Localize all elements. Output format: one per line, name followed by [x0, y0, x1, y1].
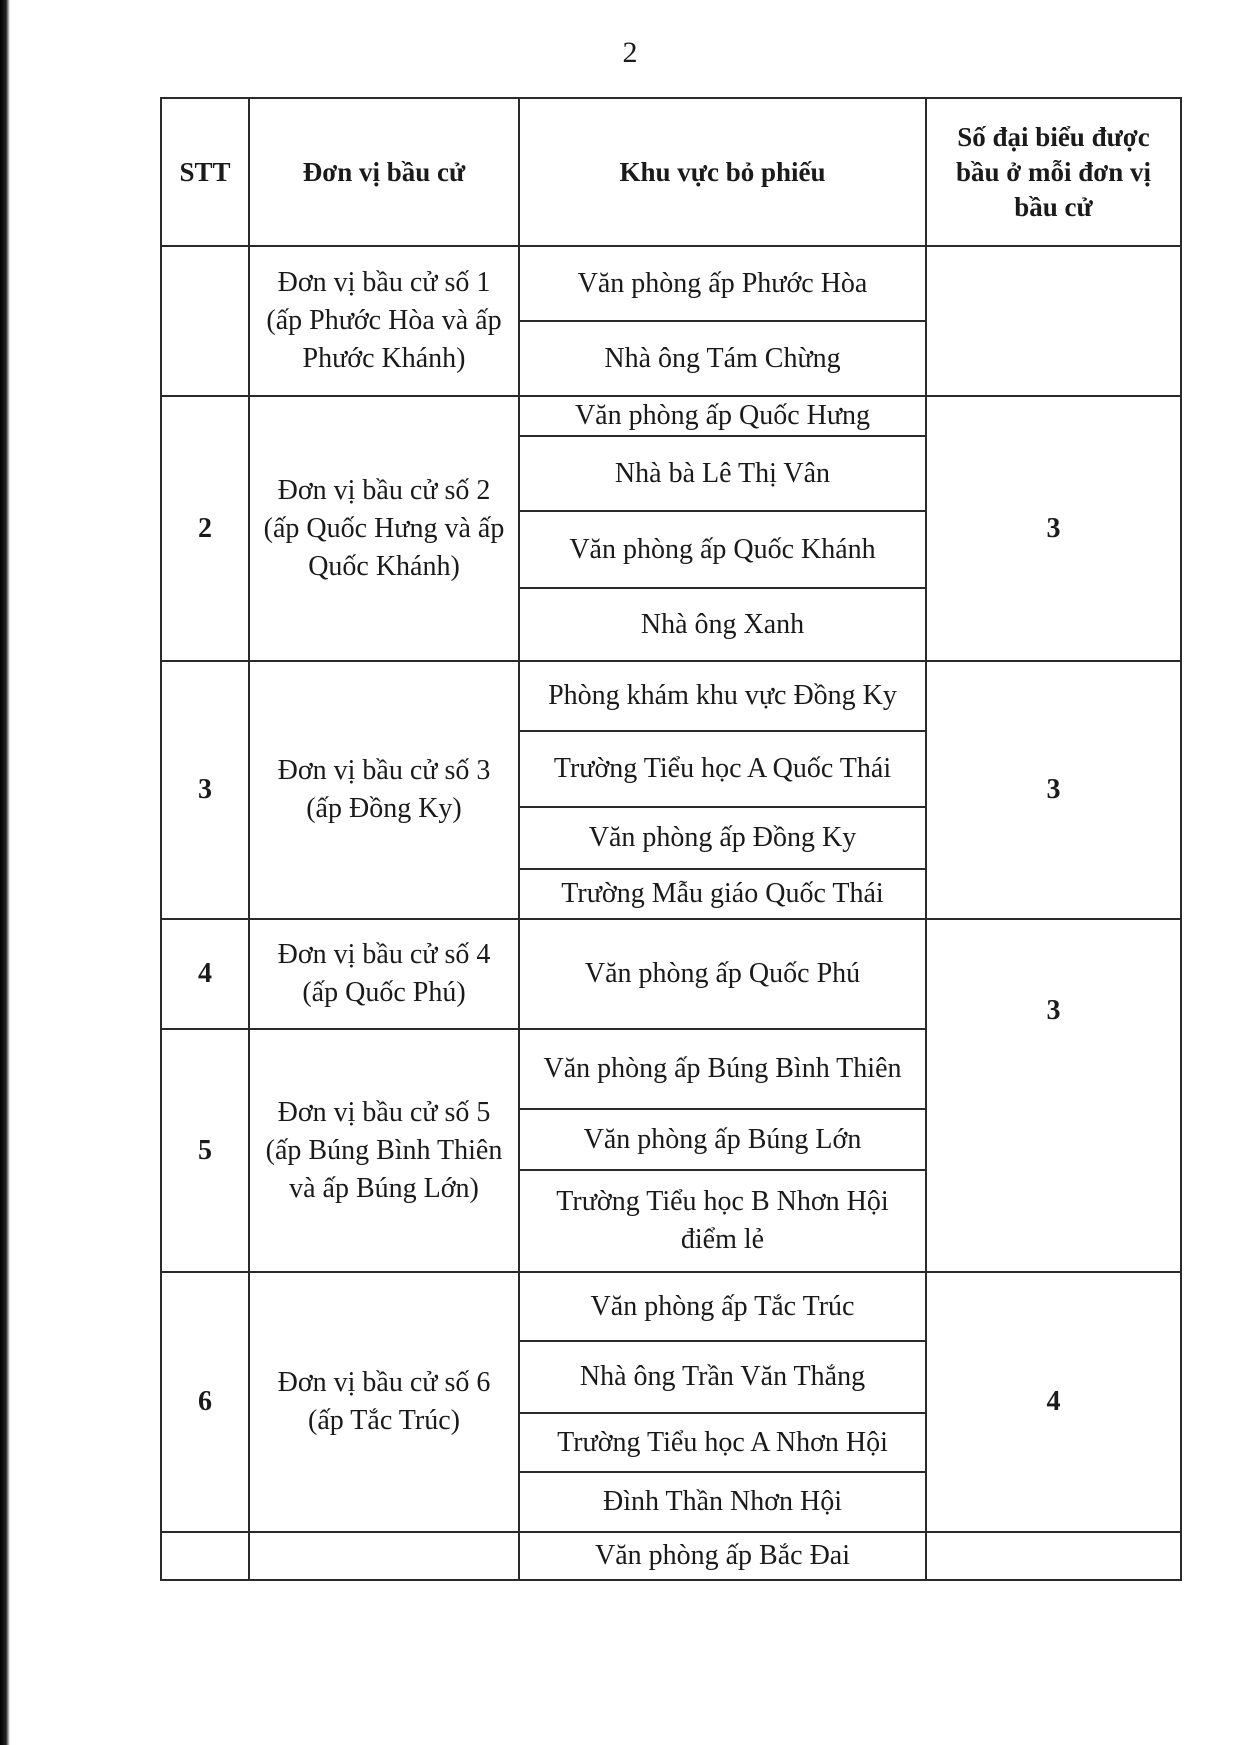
- header-seats: Số đại biểu được bầu ở mỗi đơn vị bầu cử: [926, 98, 1181, 246]
- stt-cell: 2: [161, 396, 249, 661]
- header-stt: STT: [161, 98, 249, 246]
- area-cell: Văn phòng ấp Bắc Đai: [519, 1532, 926, 1580]
- area-cell: Nhà ông Tám Chừng: [519, 321, 926, 396]
- scan-shadow-edge: [0, 0, 10, 1745]
- area-cell: Văn phòng ấp Quốc Phú: [519, 919, 926, 1029]
- stt-cell: 6: [161, 1272, 249, 1532]
- table-row: [161, 1272, 1181, 1341]
- table-row: [161, 246, 1181, 321]
- unit-cell: Đơn vị bầu cử số 5 (ấp Búng Bình Thiên và ấp Búng Lớn): [249, 1029, 519, 1272]
- stt-cell: 3: [161, 661, 249, 919]
- seats-cell: 4: [926, 1272, 1181, 1532]
- area-cell: Nhà ông Trần Văn Thắng: [519, 1341, 926, 1413]
- stt-cell: 5: [161, 1029, 249, 1272]
- area-cell: Đình Thần Nhơn Hội: [519, 1472, 926, 1532]
- seats-cell: 3: [926, 396, 1181, 661]
- unit-cell: Đơn vị bầu cử số 6 (ấp Tắc Trúc): [249, 1272, 519, 1532]
- seats-cell: 3: [926, 919, 1181, 1272]
- unit-cell: Đơn vị bầu cử số 4 (ấp Quốc Phú): [249, 919, 519, 1029]
- stt-cell: 4: [161, 919, 249, 1029]
- area-cell: Văn phòng ấp Búng Bình Thiên: [519, 1029, 926, 1109]
- header-area: Khu vực bỏ phiếu: [519, 98, 926, 246]
- unit-cell: Đơn vị bầu cử số 3 (ấp Đồng Ky): [249, 661, 519, 919]
- area-cell: Nhà ông Xanh: [519, 588, 926, 661]
- polling-area-table: [160, 97, 1182, 1581]
- table-header-row: [161, 98, 1181, 246]
- unit-cell: Đơn vị bầu cử số 1 (ấp Phước Hòa và ấp Phước Khánh): [249, 246, 519, 396]
- area-cell: Văn phòng ấp Quốc Khánh: [519, 511, 926, 588]
- area-cell: Trường Tiểu học A Quốc Thái: [519, 731, 926, 807]
- area-cell: Trường Tiểu học B Nhơn Hội điểm lẻ: [519, 1170, 926, 1272]
- seats-cell: 3: [926, 661, 1181, 919]
- table-row: [161, 919, 1181, 1029]
- area-cell: Văn phòng ấp Đồng Ky: [519, 807, 926, 869]
- seats-cell: [926, 1532, 1181, 1580]
- area-cell: Văn phòng ấp Búng Lớn: [519, 1109, 926, 1170]
- header-unit: Đơn vị bầu cử: [249, 98, 519, 246]
- area-cell: Trường Mẫu giáo Quốc Thái: [519, 869, 926, 919]
- area-cell: Trường Tiểu học A Nhơn Hội: [519, 1413, 926, 1472]
- unit-cell: [249, 1532, 519, 1580]
- area-cell: Văn phòng ấp Quốc Hưng: [519, 396, 926, 436]
- table-row: [161, 396, 1181, 436]
- area-cell: Văn phòng ấp Tắc Trúc: [519, 1272, 926, 1341]
- area-cell: Nhà bà Lê Thị Vân: [519, 436, 926, 511]
- unit-cell: Đơn vị bầu cử số 2 (ấp Quốc Hưng và ấp Quốc Khánh): [249, 396, 519, 661]
- stt-cell: [161, 1532, 249, 1580]
- area-cell: Phòng khám khu vực Đồng Ky: [519, 661, 926, 731]
- area-cell: Văn phòng ấp Phước Hòa: [519, 246, 926, 321]
- table-row: [161, 1532, 1181, 1580]
- seats-cell: [926, 246, 1181, 396]
- table-row: [161, 661, 1181, 731]
- page-number: 2: [622, 36, 638, 69]
- stt-cell: [161, 246, 249, 396]
